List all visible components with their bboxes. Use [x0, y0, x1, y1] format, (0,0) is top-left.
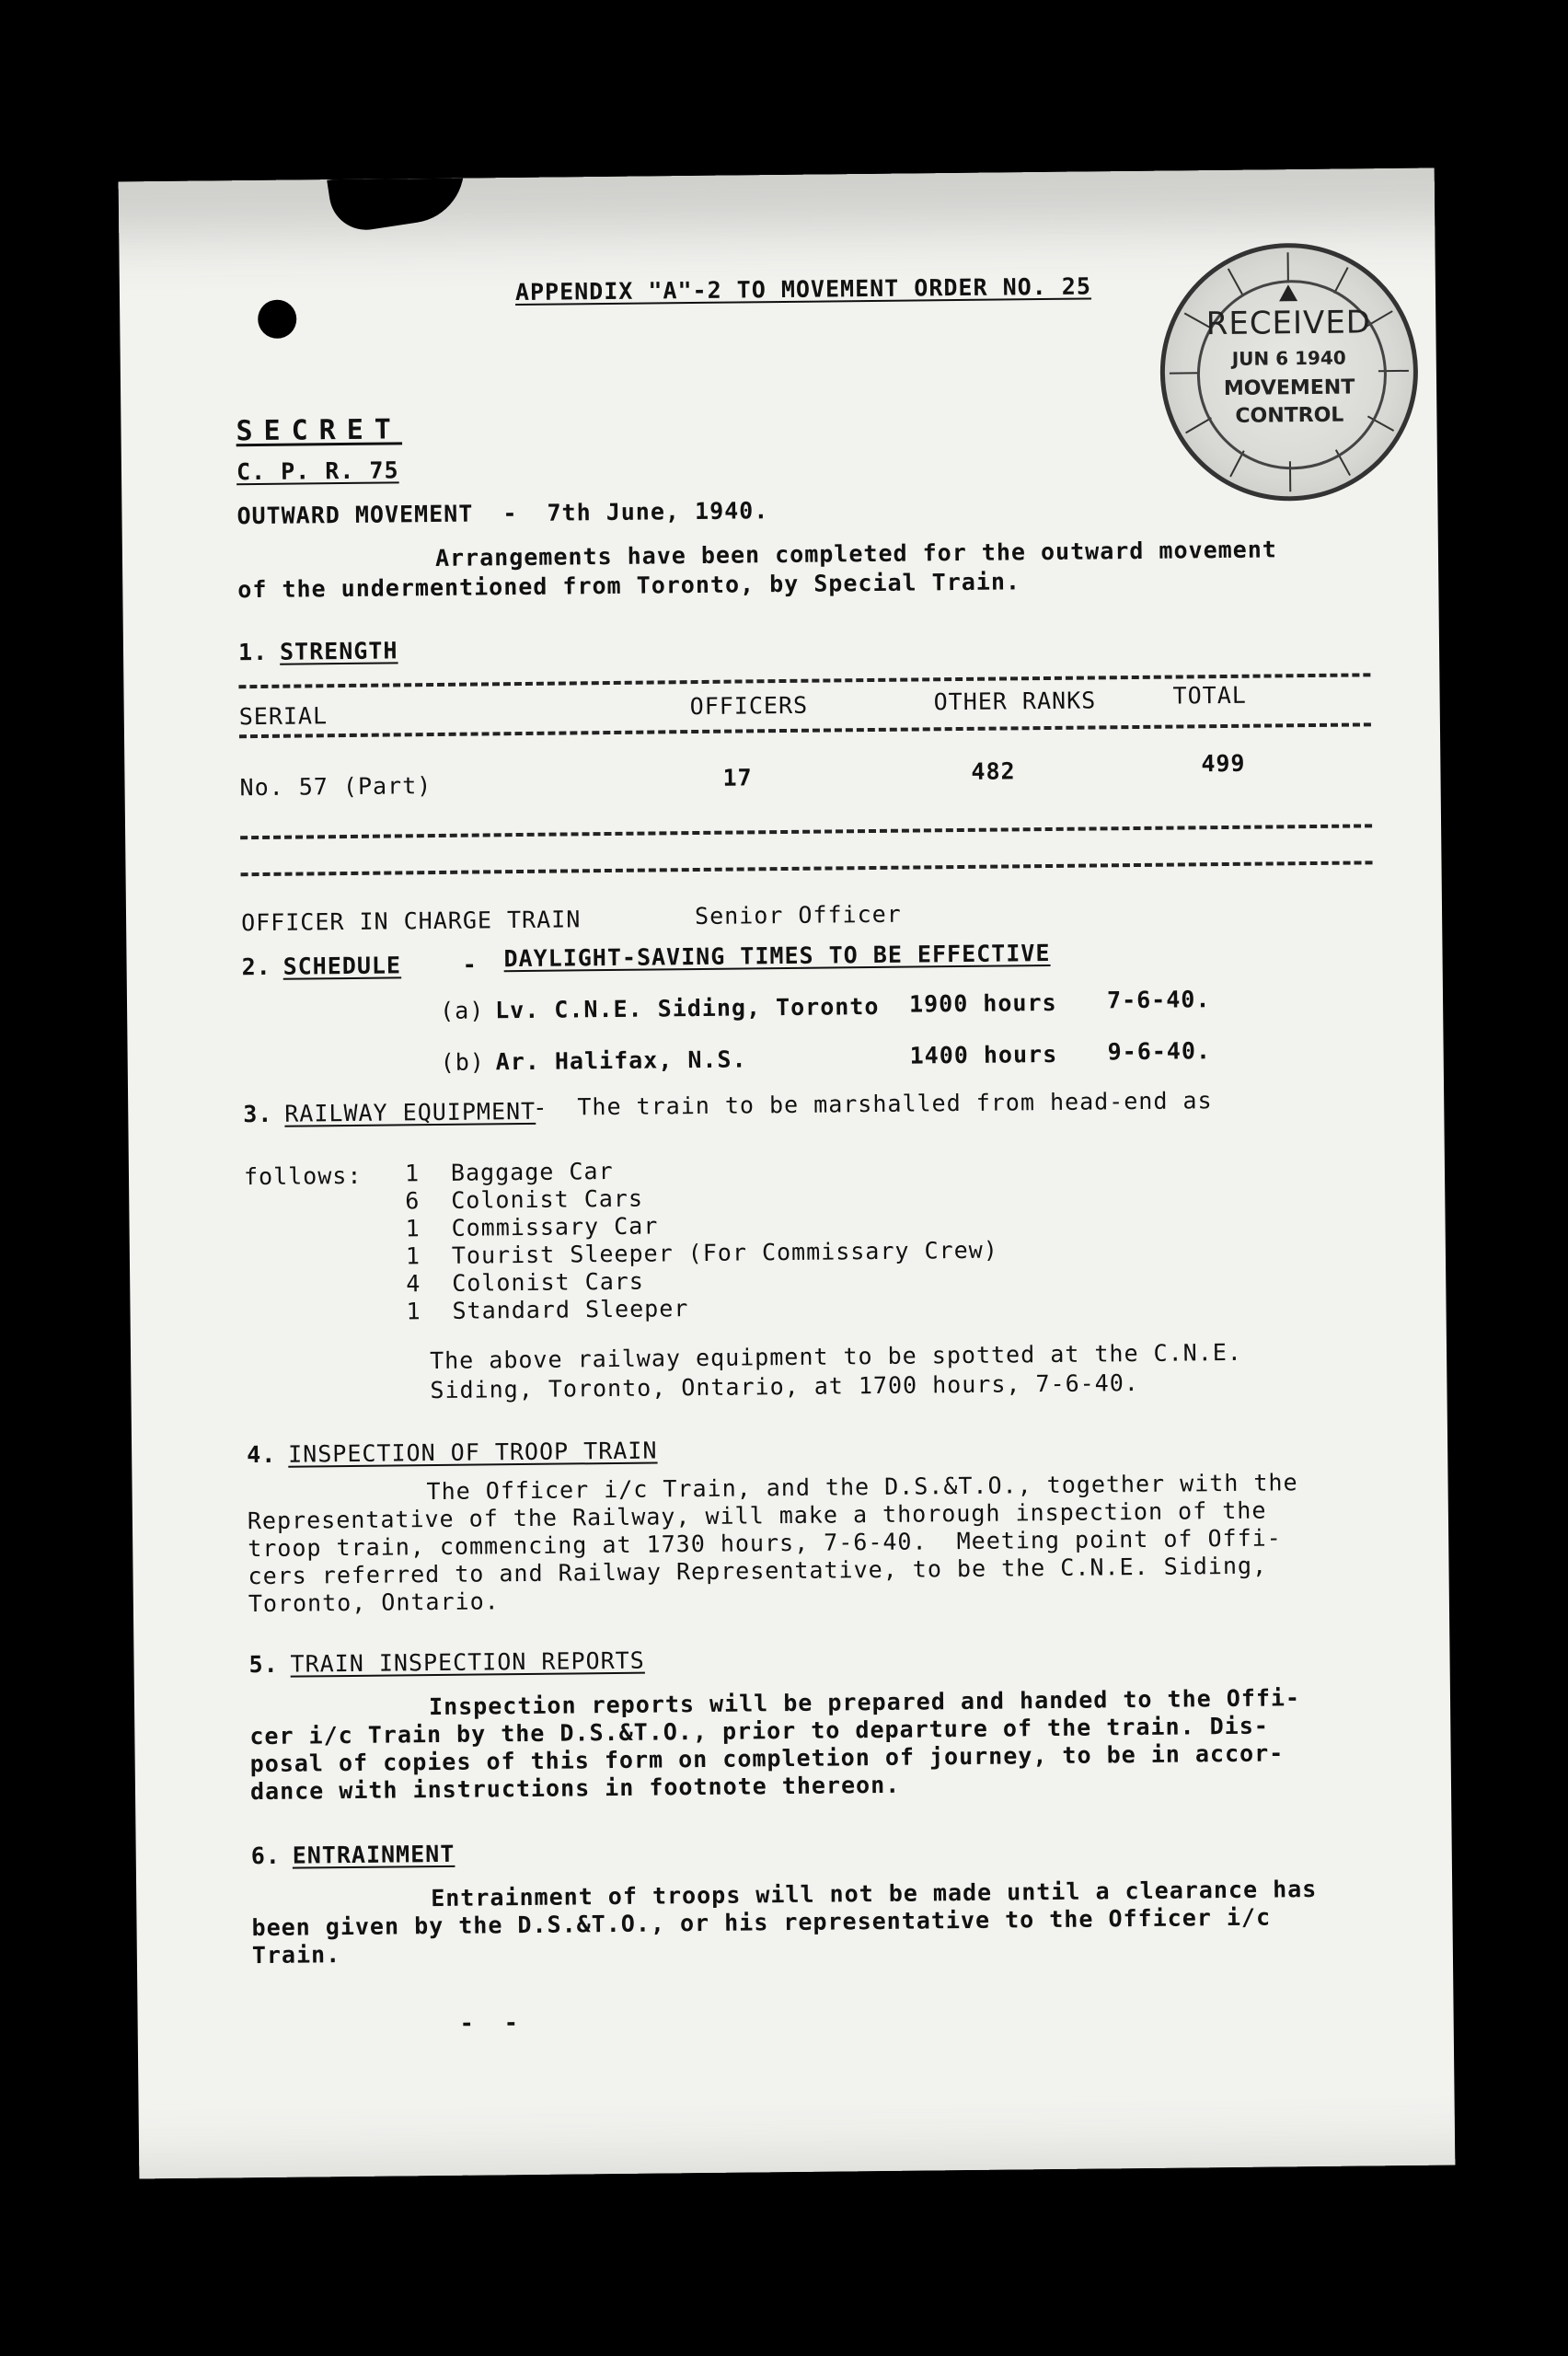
section2-num: 2.	[241, 953, 271, 981]
officer-label: OFFICER IN CHARGE TRAIN	[240, 906, 582, 937]
reports-line: dance with instructions in footnote thereon.	[249, 1771, 901, 1806]
section2-subheading: DAYLIGHT-SAVING TIMES TO BE EFFECTIVE	[503, 939, 1051, 973]
section2-heading: SCHEDULE	[282, 952, 402, 980]
equip-desc: Tourist Sleeper (For Commissary Crew)	[451, 1236, 998, 1269]
inspection-line: troop train, commencing at 1730 hours, 7-6-40. Meeting point of Offi-	[248, 1524, 1282, 1563]
equip-note1: The above railway equipment to be spotted at the C.N.E.	[429, 1338, 1243, 1375]
stamp-line2: CONTROL	[1235, 403, 1344, 428]
schedule-b-key: (b)	[440, 1048, 486, 1076]
stamp-line1: MOVEMENT	[1223, 375, 1355, 400]
classification: SECRET	[236, 413, 403, 448]
stamp-date: JUN 6 1940	[1231, 346, 1346, 370]
equip-qty: 6	[405, 1187, 421, 1215]
equip-qty: 4	[406, 1270, 421, 1298]
schedule-a-place: Lv. C.N.E. Siding, Toronto	[494, 992, 880, 1024]
col-serial: SERIAL	[238, 702, 329, 731]
equip-note2: Siding, Toronto, Ontario, at 1700 hours, 7-6-40.	[430, 1369, 1140, 1404]
entrainment-line: Entrainment of troops will not be made until a clearance has	[431, 1876, 1318, 1912]
inspection-line: The Officer i/c Train, and the D.S.&T.O., together with the	[426, 1469, 1298, 1506]
row-serial: No. 57 (Part)	[239, 772, 432, 802]
reports-line: cer i/c Train by the D.S.&T.O., prior to departure of the train. Dis-	[249, 1712, 1270, 1750]
inspection-line: Representative of the Railway, will make a thorough inspection of the	[247, 1496, 1267, 1535]
officer-value: Senior Officer	[694, 900, 902, 930]
stamp-received: RECEIVED	[1205, 304, 1372, 343]
received-stamp	[1159, 242, 1419, 502]
intro-line1: Arrangements have been completed for the outward movement	[434, 536, 1278, 572]
schedule-a-time: 1900 hours	[908, 988, 1057, 1018]
row-total: 499	[1201, 749, 1246, 778]
movement-line: OUTWARD MOVEMENT - 7th June, 1940.	[236, 497, 769, 530]
document-page	[119, 168, 1456, 2179]
section4-num: 4.	[247, 1440, 277, 1469]
col-total: TOTAL	[1172, 681, 1248, 710]
equip-desc: Baggage Car	[450, 1157, 614, 1186]
equip-desc: Colonist Cars	[452, 1267, 645, 1297]
section5-heading: TRAIN INSPECTION REPORTS	[290, 1646, 645, 1678]
col-officers: OFFICERS	[689, 691, 809, 721]
intro-line2: of the undermentioned from Toronto, by Special Train.	[237, 568, 1021, 604]
schedule-a-key: (a)	[439, 997, 485, 1024]
reports-line: Inspection reports will be prepared and handed to the Offi-	[428, 1684, 1301, 1721]
section2-dash: -	[462, 951, 478, 978]
section6-heading: ENTRAINMENT	[292, 1840, 455, 1869]
appendix-title: APPENDIX "A"-2 TO MOVEMENT ORDER NO. 25	[514, 272, 1092, 306]
punch-hole	[258, 300, 296, 339]
footer-mark: - -	[459, 2009, 520, 2037]
equip-desc: Colonist Cars	[451, 1184, 644, 1214]
rule	[240, 824, 1372, 839]
equip-qty: 1	[404, 1160, 421, 1187]
row-other-ranks: 482	[971, 757, 1016, 785]
section6-num: 6.	[250, 1842, 281, 1870]
rule	[239, 722, 1371, 738]
col-other-ranks: OTHER RANKS	[933, 687, 1097, 716]
section1-heading: STRENGTH	[279, 637, 398, 665]
cpr-number: C. P. R. 75	[236, 456, 399, 486]
equip-qty: 1	[405, 1215, 421, 1242]
entrainment-line: been given by the D.S.&T.O., or his representative to the Officer i/c	[251, 1903, 1272, 1942]
section1-num: 1.	[237, 638, 269, 666]
section5-num: 5.	[248, 1650, 279, 1679]
section3-heading: RAILWAY EQUIPMENT	[284, 1097, 536, 1127]
equip-desc: Commissary Car	[451, 1212, 659, 1242]
entrainment-line: Train.	[251, 1941, 341, 1969]
inspection-line: Toronto, Ontario.	[248, 1588, 500, 1618]
section3-num: 3.	[243, 1100, 273, 1128]
inspection-line: cers referred to and Railway Representative, to be the C.N.E. Siding,	[248, 1552, 1268, 1590]
schedule-b-time: 1400 hours	[909, 1040, 1058, 1069]
row-officers: 17	[722, 764, 753, 791]
schedule-b-date: 9-6-40.	[1107, 1037, 1212, 1066]
schedule-b-place: Ar. Halifax, N.S.	[495, 1045, 747, 1076]
section3-text: - The train to be marshalled from head-end as	[533, 1087, 1213, 1121]
torn-corner	[327, 168, 471, 236]
schedule-a-date: 7-6-40.	[1106, 986, 1211, 1014]
equip-qty: 1	[405, 1242, 421, 1270]
reports-line: posal of copies of this form on completion of journey, to be in accor-	[249, 1739, 1285, 1778]
rule	[241, 860, 1373, 876]
follows-label: follows:	[243, 1161, 363, 1191]
equip-qty: 1	[406, 1298, 421, 1325]
equip-desc: Standard Sleeper	[452, 1295, 689, 1324]
section4-heading: INSPECTION OF TROOP TRAIN	[288, 1437, 658, 1468]
